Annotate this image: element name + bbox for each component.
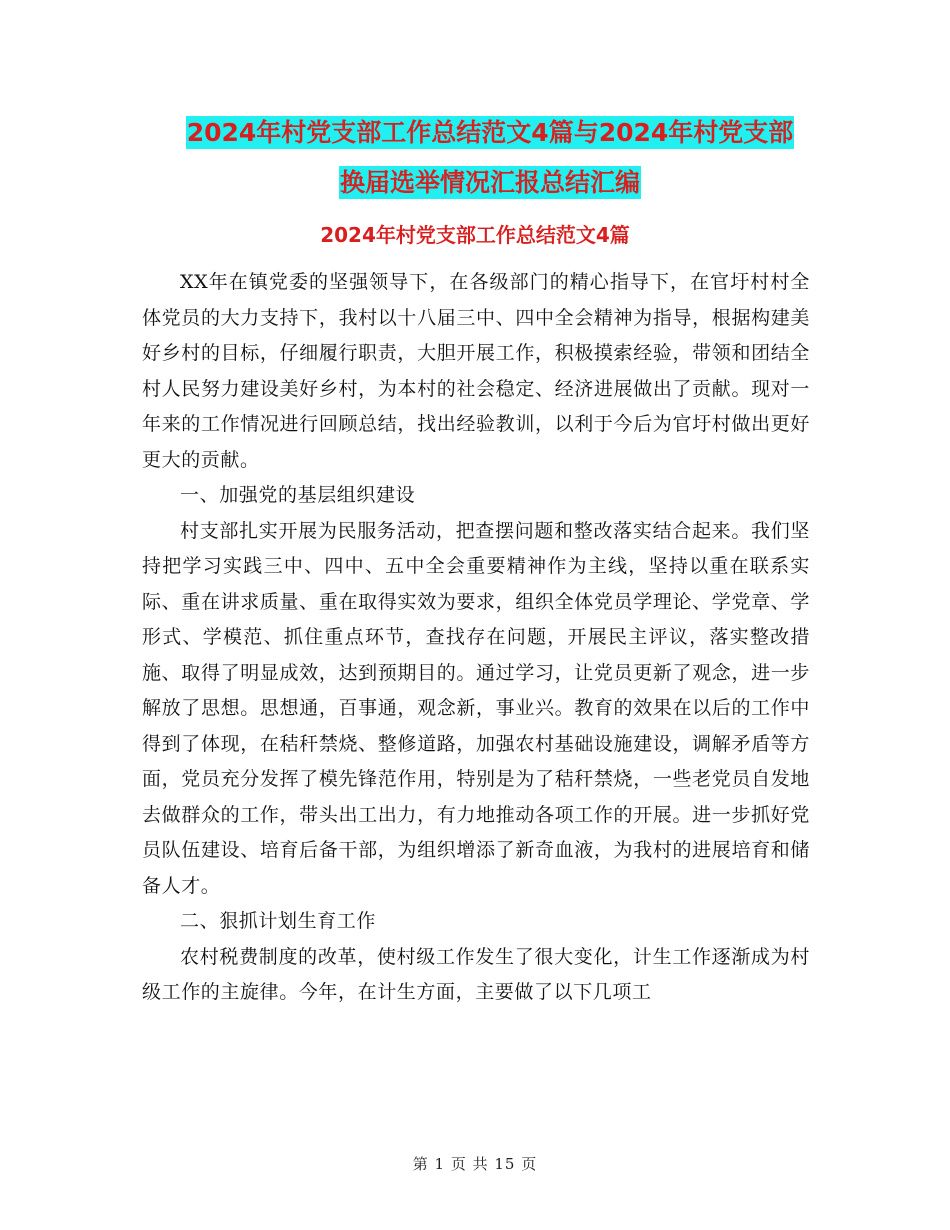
paragraph: 农村税费制度的改革，使村级工作发生了很大变化，计生工作逐渐成为村级工作的主旋律。今年，在计生方面，主要做了以下几项工 (142, 945, 810, 1003)
paragraph: 村支部扎实开展为民服务活动，把查摆问题和整改落实结合起来。我们坚持把学习实践三中、四中、五中全会重要精神作为主线，坚持以重在联系实际、重在讲求质量、重在取得实效为要求，组织全体党员学理论、学党章、学形式、学模范、抓住重点环节，查找存在问题，开展民主评议，落实整改措施、取得了明显成效，达到预期目的。通过学习，让党员更新了观念，进一步解放了思想。思想通，百事通，观念新，事业兴。教育的效果在以后的工作中得到了体现，在秸秆禁烧、整修道路，加强农村基础设施建设，调解矛盾等方面，党员充分发挥了模先锋范作用，特别是为了秸秆禁烧，一些老党员自发地去做群众的工作，带头出工出力，有力地推动各项工作的开展。进一步抓好党员队伍建设、培育后备干部，为组织增添了新奇血液，为我村的进展培育和储备人才。 (142, 519, 810, 897)
page-footer: 第 1 页 共 15 页 (412, 1155, 538, 1173)
section-title: 2024年村党支部工作总结范文4篇 (320, 223, 630, 247)
title-line-1: 2024年村党支部工作总结范文4篇与2024年村党支部 (186, 118, 794, 147)
document-title (140, 108, 840, 208)
body-text (142, 265, 810, 1011)
title-line-2: 换届选举情况汇报总结汇编 (339, 168, 640, 197)
section-heading: 二、狠抓计划生育工作 (180, 910, 377, 932)
section-heading: 一、加强党的基层组织建设 (180, 484, 416, 506)
paragraph: XX年在镇党委的坚强领导下，在各级部门的精心指导下，在官圩村村全体党员的大力支持下，我村以十八届三中、四中全会精神为指导，根据构建美好乡村的目标，仔细履行职责，大胆开展工作，积极摸索经验，带领和团结全村人民努力建设美好乡村，为本村的社会稳定、经济进展做出了贡献。现对一年来的工作情况进行回顾总结，找出经验教训，以利于今后为官圩村做出更好更大的贡献。 (142, 271, 810, 471)
